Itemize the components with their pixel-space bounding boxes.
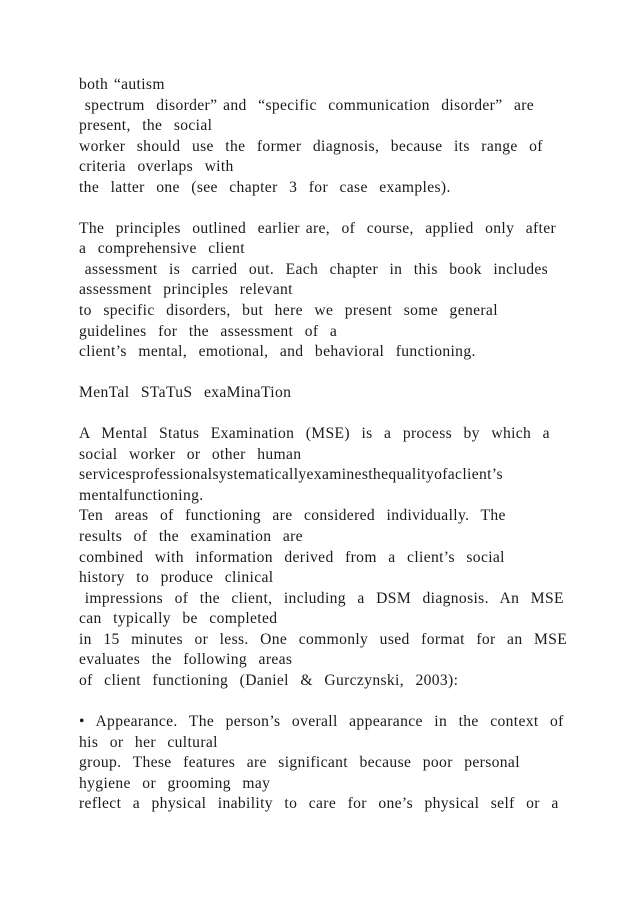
text-line: Ten areas of functioning are considered individually. The	[79, 507, 506, 525]
text-line: • Appearance. The person’s overall appearance in the context of	[79, 712, 564, 730]
text-line: A Mental Status Examination (MSE) is a process by which a	[79, 425, 550, 443]
paragraph-gap	[79, 691, 599, 712]
paragraph-gap	[79, 404, 599, 425]
text-line: can typically be completed	[79, 610, 278, 628]
text-line: combined with information derived from a client’s social	[79, 548, 505, 566]
text-line: spectrum disorder” and “specific communication disorder” are	[79, 96, 535, 114]
text-line: The principles outlined earlier are, of course, applied only after	[79, 219, 557, 237]
paragraph	[79, 712, 599, 815]
paragraph	[79, 75, 599, 198]
paragraph	[79, 424, 599, 691]
text-line: both “autism	[79, 76, 165, 93]
text-line: assessment principles relevant	[79, 281, 293, 299]
text-line: evaluates the following areas	[79, 651, 293, 669]
text-line: impressions of the client, including a DSM diagnosis. An MSE	[79, 589, 564, 607]
text-line: mentalfunctioning.	[79, 486, 204, 504]
text-line: hygiene or grooming may	[79, 774, 271, 792]
body-text	[79, 75, 599, 815]
paragraph	[79, 383, 599, 404]
text-line: group. These features are significant because poor personal	[79, 754, 520, 772]
paragraph-gap	[79, 363, 599, 384]
text-line: present, the social	[79, 117, 213, 135]
text-line: client’s mental, emotional, and behavioral functioning.	[79, 343, 476, 361]
text-line: the latter one (see chapter 3 for case examples).	[79, 178, 451, 196]
text-line: assessment is carried out. Each chapter in this book includes	[79, 260, 549, 278]
text-line: to specific disorders, but here we present some general	[79, 302, 498, 320]
text-line: reflect a physical inability to care for one’s physical self or a	[79, 795, 559, 813]
text-line: servicesprofessionalsystematicallyexaminesthequalityofaclient’s	[79, 466, 503, 484]
text-line: social worker or other human	[79, 445, 302, 463]
text-line: criteria overlaps with	[79, 158, 234, 176]
text-line: his or her cultural	[79, 733, 218, 751]
text-line: MenTal STaTuS exaMinaTion	[79, 384, 292, 402]
text-line: in 15 minutes or less. One commonly used format for an MSE	[79, 630, 568, 648]
paragraph	[79, 219, 599, 363]
paragraph-gap	[79, 198, 599, 219]
text-line: a comprehensive client	[79, 240, 245, 258]
text-line: guidelines for the assessment of a	[79, 322, 338, 340]
text-line: results of the examination are	[79, 528, 303, 546]
text-line: history to produce clinical	[79, 569, 274, 587]
text-line: worker should use the former diagnosis, because its range of	[79, 137, 543, 155]
text-line: of client functioning (Daniel & Gurczynski, 2003):	[79, 671, 459, 689]
